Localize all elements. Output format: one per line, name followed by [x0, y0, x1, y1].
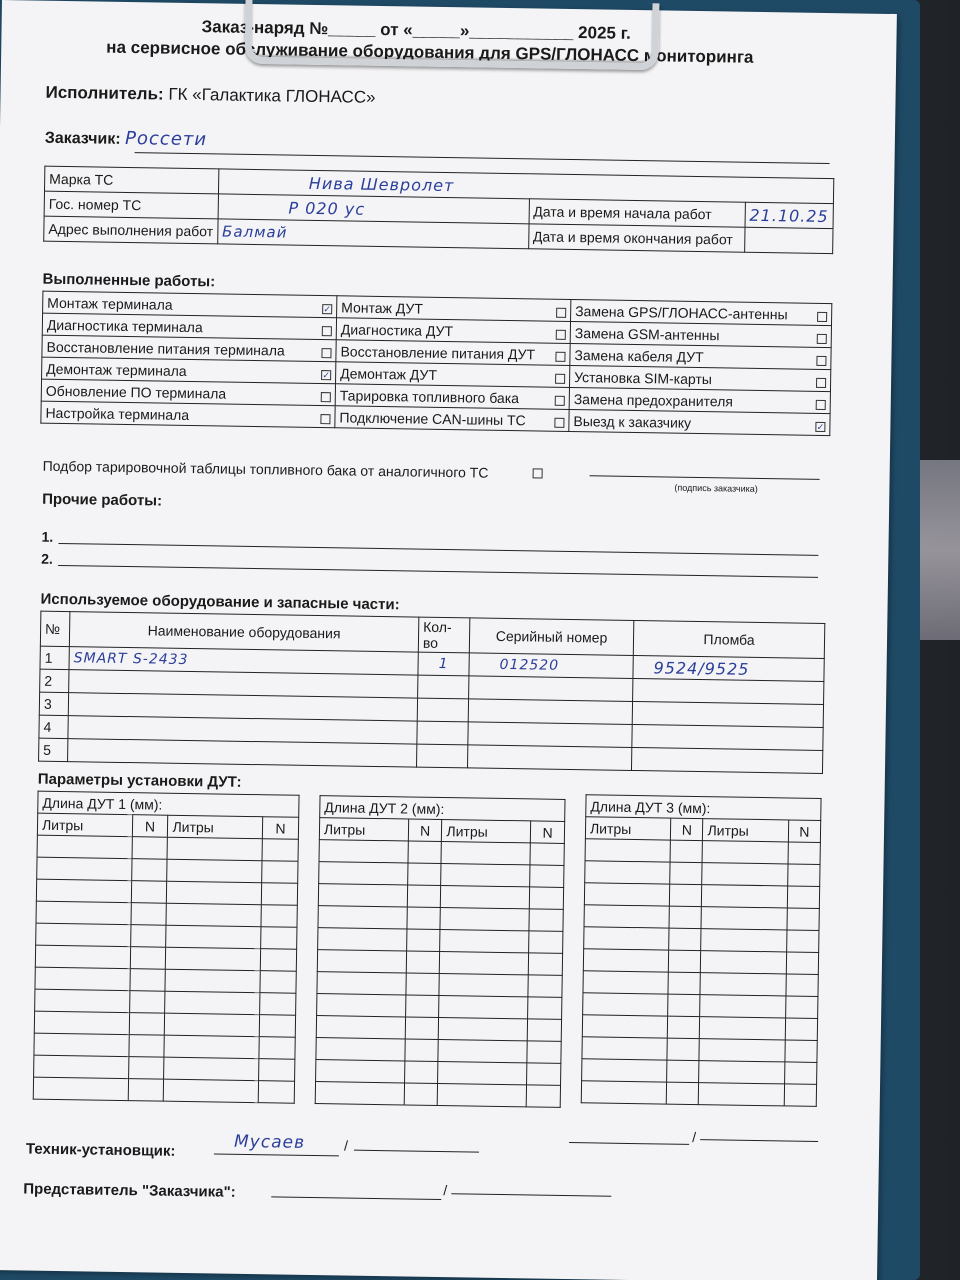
dut-cell[interactable] [585, 839, 670, 862]
address-label: Адрес выполнения работ [44, 216, 218, 244]
dut-cell[interactable] [406, 951, 440, 974]
dut-length-label: Длина ДУТ 2 (мм): [320, 796, 565, 822]
plate-value: Р 020 ус [218, 194, 529, 224]
dut-cell[interactable] [128, 1079, 164, 1102]
dut-cell[interactable] [701, 907, 786, 930]
checkbox-icon[interactable] [556, 329, 566, 339]
plate-label: Гос. номер ТС [44, 191, 218, 219]
dut-cell[interactable] [261, 927, 297, 950]
dut-cell[interactable] [166, 903, 261, 926]
technician-sign-line[interactable] [214, 1153, 339, 1156]
dut-cell[interactable] [130, 947, 166, 970]
dut-cell[interactable] [440, 951, 529, 974]
dut-cell[interactable] [670, 840, 703, 863]
dut-cell[interactable] [315, 1082, 404, 1105]
n-header: N [262, 817, 298, 840]
dut-cell[interactable] [784, 1062, 817, 1085]
dut-cell[interactable] [36, 901, 131, 924]
work-item[interactable]: Восстановление питания ДУТ [336, 340, 570, 366]
executor-value: ГК «Галактика ГЛОНАСС» [168, 84, 376, 107]
dut-cell[interactable] [164, 1035, 259, 1058]
dut-cell[interactable] [131, 903, 167, 926]
dut-cell[interactable] [261, 905, 297, 928]
equipment-title: Используемое оборудование и запасные части: [40, 590, 400, 614]
n-header: N [132, 815, 168, 838]
dut-cell[interactable] [530, 843, 564, 866]
table-row [581, 1081, 816, 1107]
other-line-1[interactable] [58, 543, 818, 556]
dut-cell[interactable] [438, 1039, 527, 1062]
clipboard-clip [244, 0, 659, 70]
dut-cell[interactable] [669, 928, 702, 951]
dut-cell[interactable] [700, 1017, 785, 1040]
work-item[interactable]: Демонтаж ДУТ [336, 362, 570, 388]
work-item[interactable]: Обновление ПО терминала [41, 379, 335, 406]
dut-cell[interactable] [165, 1013, 260, 1036]
checkbox-icon[interactable] [816, 377, 826, 387]
dut-cell[interactable] [408, 841, 442, 864]
equipment-qty[interactable] [417, 721, 468, 745]
work-item[interactable]: Монтаж ДУТ [337, 296, 571, 322]
dut-length-label: Длина ДУТ 1 (мм): [38, 791, 299, 817]
equipment-header: Пломба [633, 621, 825, 659]
dut-cell[interactable] [667, 1016, 700, 1039]
dut-cell[interactable] [34, 1055, 129, 1078]
dut-cell[interactable] [583, 949, 668, 972]
dut-cell[interactable] [439, 973, 528, 996]
dut-cell[interactable] [132, 837, 168, 860]
title-line-2: на сервисное обслуживание оборудования для GPS/ГЛОНАСС мониторинга [106, 37, 754, 67]
dut-cell[interactable] [261, 883, 297, 906]
equipment-qty[interactable] [417, 744, 468, 768]
dut-cell[interactable] [699, 1039, 784, 1062]
dut-cell[interactable] [34, 1033, 129, 1056]
checkbox-icon[interactable] [555, 351, 565, 361]
vehicle-table [43, 166, 834, 254]
dut-cell[interactable] [35, 967, 130, 990]
work-item[interactable]: Выезд к заказчику ✓ [569, 409, 830, 435]
table-row [33, 1077, 294, 1103]
dut-cell[interactable] [318, 928, 407, 951]
dut-table-1 [33, 791, 300, 1104]
dut-cell[interactable] [259, 1059, 295, 1082]
dut-cell[interactable] [584, 905, 669, 928]
dut-cell[interactable] [527, 1063, 561, 1086]
dut-cell[interactable] [582, 1059, 667, 1082]
equipment-seal[interactable] [632, 701, 823, 727]
works-table [40, 291, 832, 436]
dut-cell[interactable] [670, 862, 703, 885]
dut-cell[interactable] [262, 861, 298, 884]
dut-cell[interactable] [317, 972, 406, 995]
works-title: Выполненные работы: [42, 270, 216, 291]
work-item[interactable]: Настройка терминала [41, 401, 335, 428]
dut-cell[interactable] [699, 1061, 784, 1084]
dut-cell[interactable] [262, 839, 298, 862]
dut-cell[interactable] [700, 995, 785, 1018]
dut-cell[interactable] [316, 1016, 405, 1039]
dut-cell[interactable] [260, 993, 296, 1016]
dut-cell[interactable] [582, 1037, 667, 1060]
equipment-header: № [40, 611, 70, 646]
checkbox-icon[interactable] [556, 307, 566, 317]
dut-cell[interactable] [787, 908, 820, 931]
dut-cell[interactable] [406, 929, 440, 952]
other-works-title: Прочие работы: [42, 490, 163, 510]
equipment-header: Серийный номер [469, 618, 634, 656]
dut-cell[interactable] [130, 925, 166, 948]
dut-title: Параметры установки ДУТ: [37, 770, 242, 791]
equipment-serial[interactable] [467, 745, 631, 771]
technician-signature: Мусаев [233, 1131, 306, 1153]
equipment-serial[interactable] [468, 699, 632, 725]
checkbox-icon[interactable] [817, 311, 827, 321]
dut-cell[interactable] [167, 881, 262, 904]
dut-cell[interactable] [317, 994, 406, 1017]
dut-cell[interactable] [319, 840, 408, 863]
dut-cell[interactable] [788, 842, 821, 865]
dut-cell[interactable] [37, 857, 132, 880]
equipment-serial: 012520 [469, 653, 633, 679]
start-value: 21.10.25 [745, 202, 834, 228]
work-item[interactable]: Подключение CAN-шины ТС [335, 406, 569, 432]
dut-cell[interactable] [318, 906, 407, 929]
equipment-qty[interactable] [417, 698, 468, 722]
fuel-table-label: Подбор тарировочной таблицы топливного бака от аналогичного ТС [42, 457, 489, 481]
dut-cell[interactable] [164, 1079, 259, 1102]
dut-cell[interactable] [584, 927, 669, 950]
work-item[interactable]: Замена кабеля ДУТ [570, 343, 831, 369]
dut-cell[interactable] [164, 1057, 259, 1080]
dut-cell[interactable] [441, 886, 530, 909]
work-item[interactable]: Монтаж терминала ✓ [43, 291, 337, 318]
work-item[interactable]: Демонтаж терминала ✓ [42, 357, 336, 384]
dut-cell[interactable] [165, 969, 260, 992]
dut-cell[interactable] [319, 862, 408, 885]
dut-cell[interactable] [668, 972, 701, 995]
customer-label: Заказчик: [44, 129, 121, 148]
checkbox-icon[interactable] [554, 417, 564, 427]
dut-cell[interactable] [405, 995, 439, 1018]
equipment-header: Наименование оборудования [69, 612, 419, 652]
dut-cell[interactable] [129, 1013, 165, 1036]
liters-header: Литры [37, 813, 132, 836]
dut-cell[interactable] [702, 863, 787, 886]
equipment-seal[interactable] [631, 747, 822, 773]
dut-cell[interactable] [129, 969, 165, 992]
other-item-1: 1. [41, 528, 54, 545]
extra-sign-line[interactable] [569, 1142, 689, 1145]
liters-header: Литры [168, 815, 263, 838]
n-header: N [408, 819, 442, 842]
liters-header: Литры [442, 820, 531, 843]
dut-cell[interactable] [440, 908, 529, 931]
dut-cell[interactable] [529, 909, 563, 932]
dut-cell[interactable] [317, 950, 406, 973]
technician-name-line[interactable] [354, 1150, 479, 1153]
dut-cell[interactable] [168, 837, 263, 860]
dut-cell[interactable] [668, 950, 701, 973]
dut-cell[interactable] [128, 1035, 164, 1058]
dut-cell[interactable] [318, 884, 407, 907]
row-number: 3 [39, 692, 68, 715]
dut-cell[interactable] [787, 886, 820, 909]
dut-cell[interactable] [407, 863, 441, 886]
dut-cell[interactable] [165, 991, 260, 1014]
dut-cell[interactable] [702, 885, 787, 908]
dut-cell[interactable] [405, 1039, 439, 1062]
slash: / [343, 1137, 349, 1154]
dut-cell[interactable] [260, 971, 296, 994]
executor-row [45, 83, 375, 108]
dut-cell[interactable] [584, 883, 669, 906]
dut-cell[interactable] [527, 1019, 561, 1042]
dut-cell[interactable] [530, 865, 564, 888]
equipment-name[interactable] [68, 739, 417, 767]
dut-cell[interactable] [583, 993, 668, 1016]
dut-cell[interactable] [35, 945, 130, 968]
dut-cell[interactable] [787, 864, 820, 887]
brand-label: Марка ТС [45, 166, 219, 194]
technician-label: Техник-установщик: [25, 1140, 176, 1160]
customer-value: Россети [124, 127, 208, 151]
dut-cell[interactable] [581, 1081, 666, 1104]
other-line-2[interactable] [58, 565, 818, 578]
dut-cell[interactable] [167, 859, 262, 882]
work-item[interactable]: Восстановление питания терминала [42, 335, 336, 362]
work-item[interactable]: Установка SIM-карты [569, 365, 830, 391]
dut-cell[interactable] [33, 1077, 128, 1100]
dut-cell[interactable] [668, 994, 701, 1017]
dut-cell[interactable] [527, 1041, 561, 1064]
dut-cell[interactable] [258, 1081, 294, 1104]
checkbox-icon[interactable]: ✓ [322, 369, 330, 380]
liters-header: Литры [319, 818, 408, 841]
work-item[interactable]: Тарировка топливного бака [335, 384, 569, 410]
work-item[interactable]: Замена GPS/ГЛОНАСС-антенны [571, 299, 832, 325]
dut-cell[interactable] [405, 1017, 439, 1040]
dut-cell[interactable] [786, 930, 819, 953]
dut-cell[interactable] [667, 1060, 700, 1083]
dut-cell[interactable] [36, 923, 131, 946]
dut-cell[interactable] [438, 1061, 527, 1084]
dut-cell[interactable] [404, 1083, 438, 1106]
row-number: 1 [40, 646, 69, 669]
dut-cell[interactable] [526, 1085, 560, 1108]
dut-cell[interactable] [786, 974, 819, 997]
dut-cell[interactable] [785, 1040, 818, 1063]
equipment-table [38, 611, 825, 774]
dut-cell[interactable] [529, 931, 563, 954]
n-header: N [670, 818, 703, 841]
dut-cell[interactable] [703, 841, 788, 864]
equipment-header: Кол-во [418, 617, 470, 653]
checkbox-icon[interactable] [816, 399, 826, 409]
dut-cell[interactable] [528, 975, 562, 998]
dut-length-label: Длина ДУТ 3 (мм): [586, 795, 821, 821]
checkbox-icon[interactable] [532, 468, 542, 478]
n-header: N [788, 820, 821, 843]
equipment-qty[interactable] [418, 675, 469, 699]
equipment-serial[interactable] [469, 676, 633, 702]
equipment-name: SMART S-2433 [69, 647, 418, 675]
dut-cell[interactable] [406, 973, 440, 996]
dut-cell[interactable] [699, 1083, 784, 1106]
dut-cell[interactable] [440, 930, 529, 953]
checkbox-icon[interactable] [555, 395, 565, 405]
dut-table-2 [315, 795, 566, 1108]
representative-name-line[interactable] [451, 1193, 611, 1197]
dut-cell[interactable] [260, 949, 296, 972]
dut-cell[interactable] [784, 1084, 817, 1107]
dut-cell[interactable] [785, 1018, 818, 1041]
dut-cell[interactable] [585, 861, 670, 884]
start-label: Дата и время начала работ [529, 199, 746, 227]
dut-cell[interactable] [407, 885, 441, 908]
checkbox-icon[interactable]: ✓ [816, 421, 825, 432]
executor-label: Исполнитель: [45, 82, 164, 104]
dut-cell[interactable] [166, 925, 261, 948]
checkbox-icon[interactable] [321, 348, 331, 358]
representative-label: Представитель "Заказчика": [23, 1180, 236, 1201]
dut-cell[interactable] [128, 1057, 164, 1080]
extra-name-line[interactable] [700, 1139, 818, 1142]
representative-sign-line[interactable] [271, 1196, 441, 1200]
equipment-seal[interactable] [633, 678, 824, 704]
row-number: 2 [40, 669, 69, 692]
work-item[interactable]: Диагностика терминала [42, 313, 336, 340]
checkbox-icon[interactable]: ✓ [323, 303, 332, 314]
dut-cell[interactable] [667, 1038, 700, 1061]
dut-cell[interactable] [666, 1082, 699, 1105]
n-header: N [531, 821, 565, 844]
dut-table-3 [581, 794, 822, 1107]
slash: / [692, 1128, 697, 1146]
dut-cell[interactable] [131, 859, 167, 882]
work-item[interactable]: Замена предохранителя [569, 387, 830, 413]
equipment-qty: 1 [418, 652, 469, 676]
checkbox-icon[interactable] [816, 355, 826, 365]
dut-cell[interactable] [36, 879, 131, 902]
work-item[interactable]: Диагностика ДУТ [336, 318, 570, 344]
dut-cell[interactable] [669, 906, 702, 929]
address-value: Балмай [217, 219, 528, 249]
dut-cell[interactable] [582, 1015, 667, 1038]
dut-cell[interactable] [528, 997, 562, 1020]
other-item-2: 2. [41, 550, 54, 567]
dut-cell[interactable] [34, 1011, 129, 1034]
dut-cell[interactable] [700, 973, 785, 996]
dut-cell[interactable] [701, 929, 786, 952]
dut-cell[interactable] [786, 952, 819, 975]
dut-cell[interactable] [131, 881, 167, 904]
title-line-1: Заказ-наряд №_____ от «_____»___________ 2025 г. [201, 17, 631, 43]
checkbox-icon[interactable] [322, 326, 332, 336]
customer-signature-line [590, 475, 820, 480]
dut-cell[interactable] [439, 1017, 528, 1040]
equipment-seal[interactable] [632, 724, 823, 750]
dut-cell[interactable] [439, 995, 528, 1018]
customer-row [45, 127, 208, 151]
fuel-table-row [43, 456, 543, 482]
dut-cell[interactable] [259, 1015, 295, 1038]
table-row [315, 1082, 560, 1108]
dut-cell[interactable] [528, 953, 562, 976]
work-item[interactable]: Замена GSM-антенны [570, 321, 831, 347]
dut-cell[interactable] [583, 971, 668, 994]
dut-cell[interactable] [441, 842, 530, 865]
customer-line [135, 152, 830, 164]
dut-cell[interactable] [129, 991, 165, 1014]
checkbox-icon[interactable] [555, 373, 565, 383]
signature-caption: (подпись заказчика) [674, 482, 758, 494]
equipment-serial[interactable] [468, 722, 632, 748]
dut-cell[interactable] [438, 1083, 527, 1106]
row-number: 4 [39, 715, 68, 738]
dut-cell[interactable] [35, 989, 130, 1012]
checkbox-icon[interactable] [817, 333, 827, 343]
brand-value: Нива Шевролет [218, 169, 834, 204]
liters-header: Литры [703, 819, 788, 842]
equipment-seal: 9524/9525 [633, 655, 824, 681]
dut-cell[interactable] [407, 907, 441, 930]
slash: / [443, 1182, 448, 1199]
dut-cell[interactable] [404, 1061, 438, 1084]
dut-cell[interactable] [37, 835, 132, 858]
dut-cell[interactable] [259, 1037, 295, 1060]
end-value [744, 227, 833, 253]
dut-cell[interactable] [530, 887, 564, 910]
dut-cell[interactable] [316, 1060, 405, 1083]
checkbox-icon[interactable] [320, 414, 330, 424]
dut-cell[interactable] [166, 947, 261, 970]
dut-cell[interactable] [701, 951, 786, 974]
dut-cell[interactable] [441, 864, 530, 887]
dut-cell[interactable] [785, 996, 818, 1019]
dut-cell[interactable] [669, 884, 702, 907]
checkbox-icon[interactable] [321, 392, 331, 402]
liters-header: Литры [585, 817, 670, 840]
row-number: 5 [39, 738, 68, 761]
dut-cell[interactable] [316, 1038, 405, 1061]
end-label: Дата и время окончания работ [528, 224, 745, 252]
